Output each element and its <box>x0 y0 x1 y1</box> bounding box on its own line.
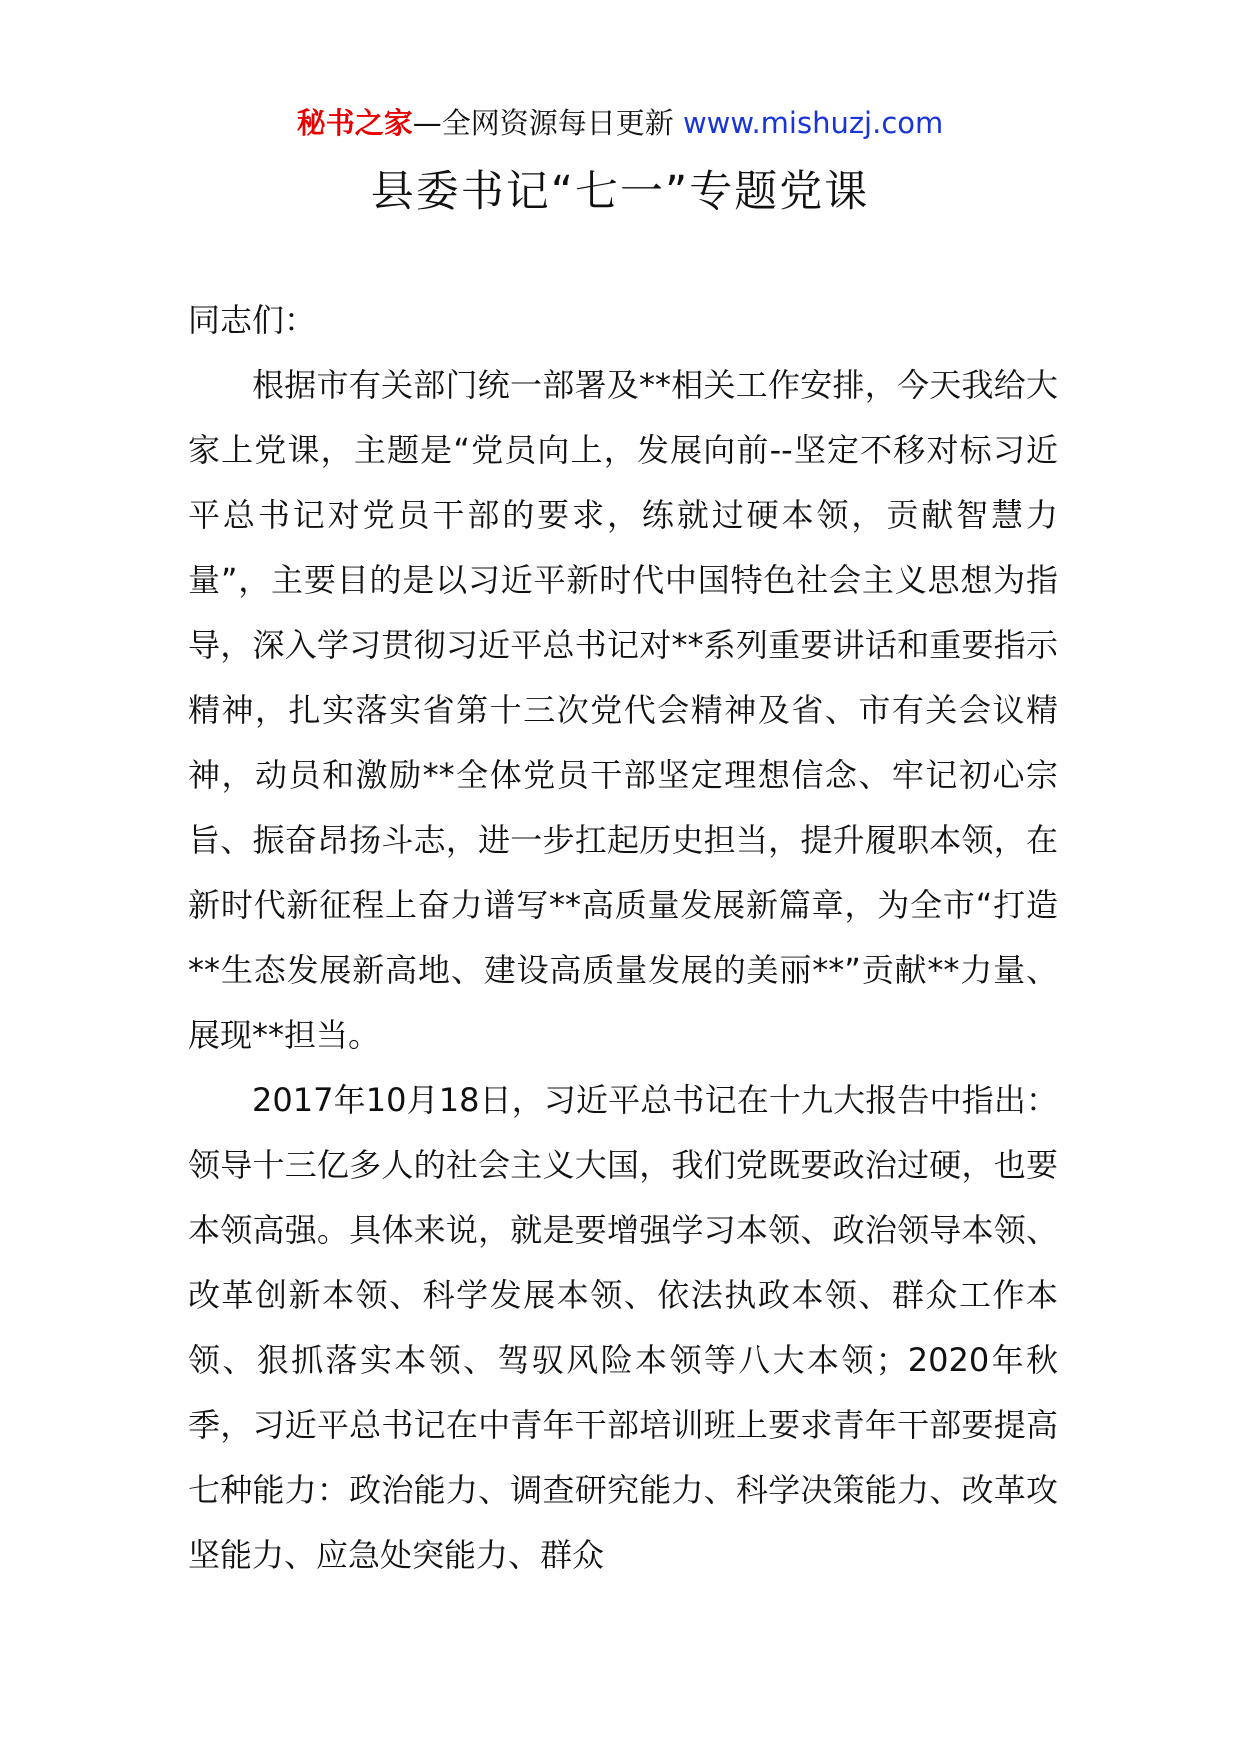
salutation: 同志们： <box>188 301 317 339</box>
body-paragraph: 2017年10月18日，习近平总书记在十九大报告中指出：领导十三亿多人的社会主义大国，我们党既要政治过硬，也要本领高强。具体来说，就是要增强学习本领、政治领导本领、改革创新本领、科学发展本领、依法执政本领、群众工作本领、狠抓落实本领、驾驭风险本领等八大本领；2020年秋季，习近平总书记在中青年干部培训班上要求青年干部要提高七种能力：政治能力、调查研究能力、科学决策能力、改革攻坚能力、应急处突能力、群众 <box>188 1081 1058 1574</box>
body-paragraph: 根据市有关部门统一部署及**相关工作安排，今天我给大家上党课，主题是“党员向上，发展向前--坚定不移对标习近平总书记对党员干部的要求，练就过硬本领，贡献智慧力量”，主要目的是以习近平新时代中国特色社会主义思想为指导，深入学习贯彻习近平总书记对**系列重要讲话和重要指示精神，扎实落实省第十三次党代会精神及省、市有关会议精神，动员和激励**全体党员干部坚定理想信念、牢记初心宗旨、振奋昂扬斗志，进一步扛起历史担当，提升履职本领，在新时代新征程上奋力谱写**高质量发展新篇章，为全市“打造**生态发展新高地、建设高质量发展的美丽**”贡献**力量、展现**担当。 <box>188 366 1058 1054</box>
header-tagline: —全网资源每日更新 <box>412 106 683 140</box>
document-title: 县委书记“七一”专题党课 <box>370 167 870 217</box>
document-body <box>188 288 1058 1588</box>
brand-name: 秘书之家 <box>296 106 413 140</box>
site-url-link[interactable]: www.mishuzj.com <box>682 106 944 140</box>
site-header <box>0 103 1240 143</box>
